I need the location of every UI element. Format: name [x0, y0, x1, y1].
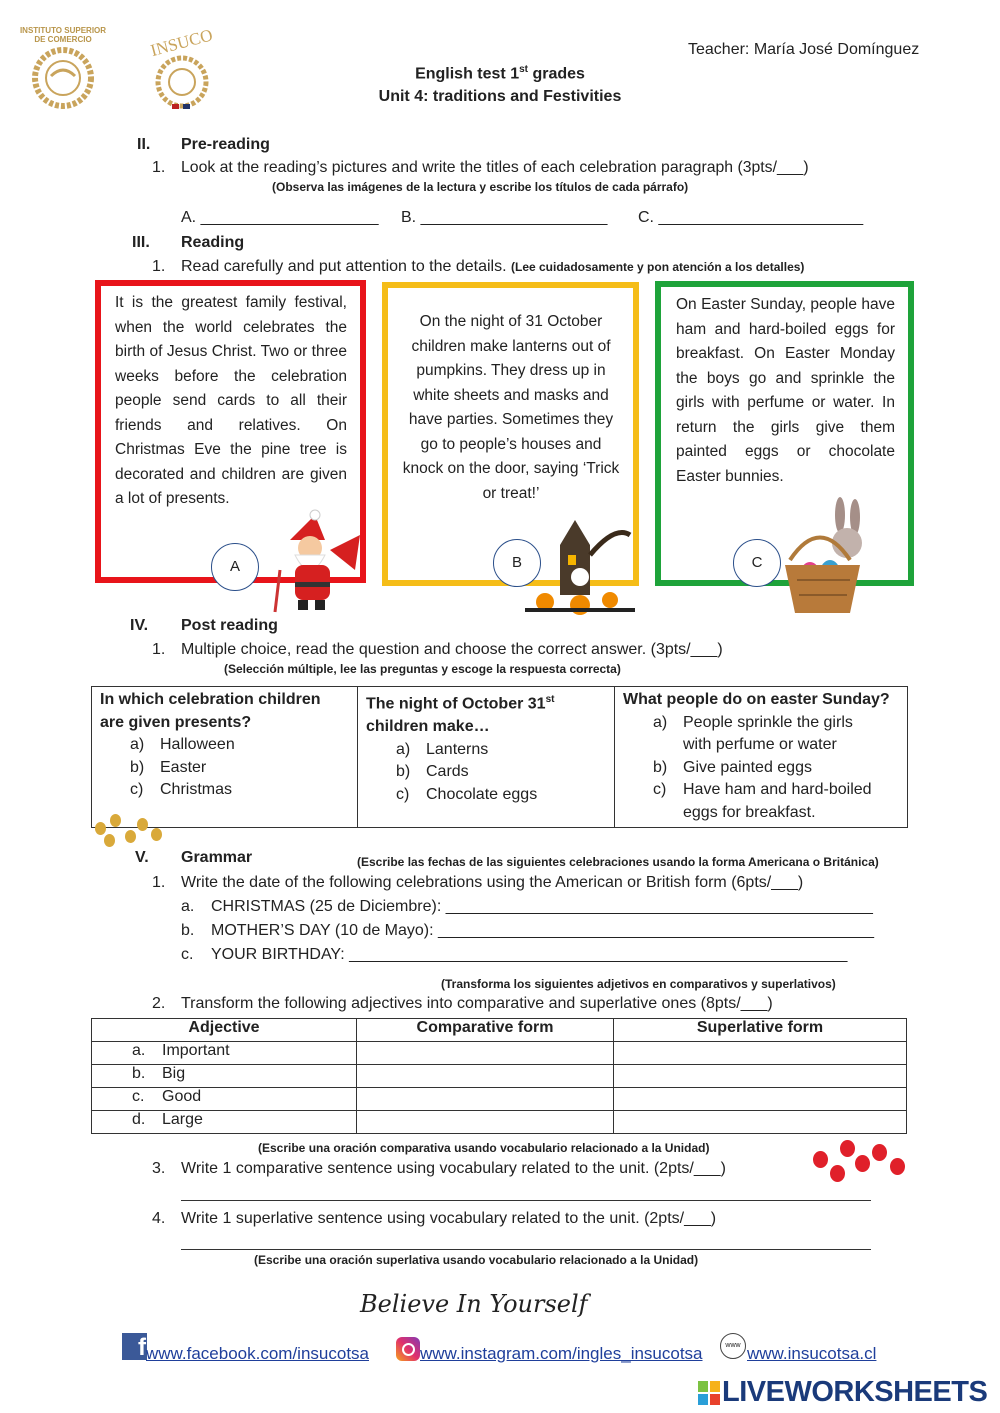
date-letter: c.	[181, 946, 194, 963]
label-circle-a: A	[211, 543, 259, 591]
adjective-cell	[92, 1088, 357, 1111]
section-number: V.	[135, 849, 149, 866]
liveworksheets-logo-icon	[698, 1381, 720, 1405]
question-text	[366, 689, 606, 716]
option-text: Have ham and hard-boiled	[683, 781, 872, 799]
reading-text-c: On Easter Sunday, people have ham and hard-boiled eggs for breakfast. On Easter Monday the boys go and sprinkle the girls with perfume or water. In return the girls give them painted eggs or chocolate Easter bunnies.	[676, 296, 895, 485]
option-letter: c)	[653, 781, 667, 799]
answer-blank-c[interactable]: C. _______________________	[638, 209, 864, 226]
red-ornaments-icon	[810, 1135, 910, 1185]
option-text: Chocolate eggs	[426, 785, 538, 803]
section-title: Pre-reading	[181, 136, 270, 153]
question-cell-3	[615, 687, 908, 828]
question-text: children make…	[366, 717, 490, 735]
option-continued	[623, 734, 899, 757]
question-number: 1.	[152, 874, 166, 891]
question-text: Multiple choice, read the question and choose the correct answer. (3pts/___)	[181, 641, 723, 658]
section-number: II.	[137, 136, 151, 153]
question-text: are given presents?	[100, 713, 252, 731]
reading-text-b: On the night of 31 October children make lanterns out of pumpkins. They dress up in white sheets and masks and have parties. Sometimes they go to people’s houses and knock on the door, saying ‘Trick or treat!’	[402, 313, 620, 502]
title-text-end: grades	[528, 65, 585, 83]
question-text: Look at the reading’s pictures and write the titles of each celebration paragraph (3pts/___)	[181, 159, 809, 176]
date-letter: b.	[181, 922, 195, 939]
adjectives-table	[91, 1018, 907, 1134]
option[interactable]	[100, 734, 349, 757]
svg-text:INSUCO: INSUCO	[148, 25, 215, 61]
adjective: Big	[162, 1065, 186, 1082]
option-letter: b)	[653, 758, 668, 776]
option-continued	[623, 802, 899, 825]
option-text: with perfume or water	[683, 736, 837, 754]
option[interactable]	[100, 779, 349, 802]
motto: Believe In Yourself	[360, 1290, 588, 1318]
title-sup: st	[519, 64, 528, 75]
santa-claus-icon	[270, 510, 370, 620]
column-header: Comparative form	[357, 1019, 614, 1042]
section-number: IV.	[130, 617, 149, 634]
row-letter: b.	[132, 1065, 146, 1082]
superlative-input[interactable]	[614, 1088, 907, 1111]
answer-blank-b[interactable]: B. _____________________	[401, 209, 608, 226]
option[interactable]	[623, 779, 899, 802]
comparative-sentence-input[interactable]	[181, 1200, 871, 1201]
date-answer-christmas[interactable]: CHRISTMAS (25 de Diciembre): ________________________________________________	[211, 898, 873, 915]
section-title: Post reading	[181, 617, 278, 634]
question-number: 3.	[152, 1160, 166, 1177]
option-text: Christmas	[160, 781, 233, 799]
answer-blank-a[interactable]: A. ____________________	[181, 209, 379, 226]
option-letter: c)	[396, 785, 410, 803]
comparative-input[interactable]	[357, 1065, 614, 1088]
question-text: Write 1 comparative sentence using vocabulary related to the unit. (2pts/___)	[181, 1160, 726, 1177]
option-text: Lanterns	[426, 740, 489, 758]
comparative-input[interactable]	[357, 1088, 614, 1111]
title-text: English test 1	[415, 65, 520, 83]
question-main: Read carefully and put attention to the details.	[181, 258, 507, 275]
spanish-instruction: (Transforma los siguientes adjetivos en comparativos y superlativos)	[441, 977, 836, 991]
row-letter: a.	[132, 1042, 146, 1059]
haunted-house-icon	[520, 505, 640, 620]
facebook-link[interactable]: www.facebook.com/insucotsa	[146, 1344, 369, 1363]
label-circle-c: C	[733, 539, 781, 587]
globe-icon: www	[720, 1333, 746, 1359]
adjective: Good	[162, 1088, 202, 1105]
svg-text:DE COMERCIO: DE COMERCIO	[34, 35, 92, 44]
option[interactable]	[100, 757, 349, 780]
row-letter: c.	[132, 1088, 145, 1105]
option-text: Cards	[426, 763, 469, 781]
liveworksheets-brand: LIVEWORKSHEETS	[722, 1376, 988, 1408]
spanish-instruction: (Observa las imágenes de la lectura y escribe los títulos de cada párrafo)	[272, 180, 689, 194]
question-number: 2.	[152, 995, 166, 1012]
question-text: Write the date of the following celebrations using the American or British form (6pts/___)	[181, 874, 804, 891]
superlative-sentence-input[interactable]	[181, 1249, 871, 1250]
superlative-input[interactable]	[614, 1065, 907, 1088]
unit-subtitle: Unit 4: traditions and Festivities	[378, 88, 622, 105]
table-row	[92, 1111, 907, 1134]
question-text: What people do on easter Sunday?	[623, 691, 890, 708]
question-number: 4.	[152, 1210, 166, 1227]
table-row	[92, 1065, 907, 1088]
spanish-instruction: (Escribe una oración comparativa usando vocabulario relacionado a la Unidad)	[258, 1141, 710, 1155]
option-letter: a)	[396, 740, 411, 758]
section-title: Reading	[181, 234, 245, 251]
superlative-input[interactable]	[614, 1111, 907, 1134]
superlative-input[interactable]	[614, 1042, 907, 1065]
adjective-cell	[92, 1065, 357, 1088]
question-sup: st	[545, 694, 555, 705]
table-row	[92, 1042, 907, 1065]
date-letter: a.	[181, 898, 195, 915]
option[interactable]	[366, 761, 606, 784]
spanish-instruction: (Selección múltiple, lee las preguntas y escoge la respuesta correcta)	[224, 662, 621, 676]
question-main: The night of October 31	[366, 695, 546, 713]
comparative-input[interactable]	[357, 1042, 614, 1065]
option[interactable]	[366, 784, 606, 807]
option-text: Easter	[160, 758, 207, 776]
teacher-name: Teacher: María José Domínguez	[688, 41, 920, 58]
comparative-input[interactable]	[357, 1111, 614, 1134]
easter-basket-icon	[775, 495, 875, 630]
adjective: Important	[162, 1042, 230, 1059]
reading-text-a: It is the greatest family festival, when the world celebrates the birth of Jesus Christ. Two or three weeks before the celebration people send cards to all their friends and relatives. On Christmas Eve the pine tree is decorated and children are given a lot of presents.	[115, 294, 347, 507]
gold-ornaments-icon	[93, 812, 168, 848]
row-letter: d.	[132, 1111, 146, 1128]
spanish-instruction: (Lee cuidadosamente y pon atención a los detalles)	[511, 260, 805, 274]
svg-text:INSTITUTO SUPERIOR: INSTITUTO SUPERIOR	[19, 26, 107, 35]
section-title: Grammar	[181, 849, 253, 866]
option-letter: a)	[653, 713, 668, 731]
option-letter: b)	[396, 763, 411, 781]
question-number: 1.	[152, 641, 166, 658]
date-answer-mothers-day[interactable]: MOTHER’S DAY (10 de Mayo): _________________________________________________	[211, 922, 875, 939]
question-text: Write 1 superlative sentence using vocabulary related to the unit. (2pts/___)	[181, 1210, 717, 1227]
label-circle-b: B	[493, 539, 541, 587]
option-text: Halloween	[160, 736, 235, 754]
adjective-cell	[92, 1042, 357, 1065]
column-header: Superlative form	[614, 1019, 907, 1042]
column-header: Adjective	[92, 1019, 357, 1042]
question-text: Transform the following adjectives into comparative and superlative ones (8pts/___)	[181, 995, 773, 1012]
spanish-instruction: (Escribe una oración superlativa usando vocabulario relacionado a la Unidad)	[254, 1253, 699, 1267]
option-letter: b)	[130, 758, 145, 776]
option-text: People sprinkle the girls	[683, 713, 853, 731]
facebook-icon: f	[122, 1333, 147, 1360]
option[interactable]	[623, 712, 899, 735]
option-text: Give painted eggs	[683, 758, 812, 776]
section-number: III.	[132, 234, 150, 251]
option[interactable]	[366, 739, 606, 762]
instagram-icon	[396, 1337, 420, 1361]
question-cell-2	[358, 687, 615, 828]
option-letter: a)	[130, 736, 145, 754]
option-letter: c)	[130, 781, 144, 799]
table-row	[92, 1088, 907, 1111]
question-number: 1.	[152, 159, 166, 176]
question-text	[181, 258, 804, 276]
question-text: In which celebration children	[100, 691, 321, 708]
adjective-cell	[92, 1111, 357, 1134]
spanish-instruction: (Escribe las fechas de las siguientes celebraciones usando la forma Americana o Británica)	[357, 855, 879, 869]
question-number: 1.	[152, 258, 166, 275]
question-cell-1	[92, 687, 358, 828]
instagram-link[interactable]: www.instagram.com/ingles_insucotsa	[420, 1344, 703, 1363]
adjective: Large	[162, 1111, 203, 1128]
test-title	[0, 61, 1000, 83]
date-answer-birthday[interactable]: YOUR BIRTHDAY: ________________________________________________________	[211, 946, 848, 963]
website-link[interactable]: www.insucotsa.cl	[747, 1344, 877, 1363]
option[interactable]	[623, 757, 899, 780]
multiple-choice-table	[91, 686, 908, 828]
option-text: eggs for breakfast.	[683, 803, 816, 821]
